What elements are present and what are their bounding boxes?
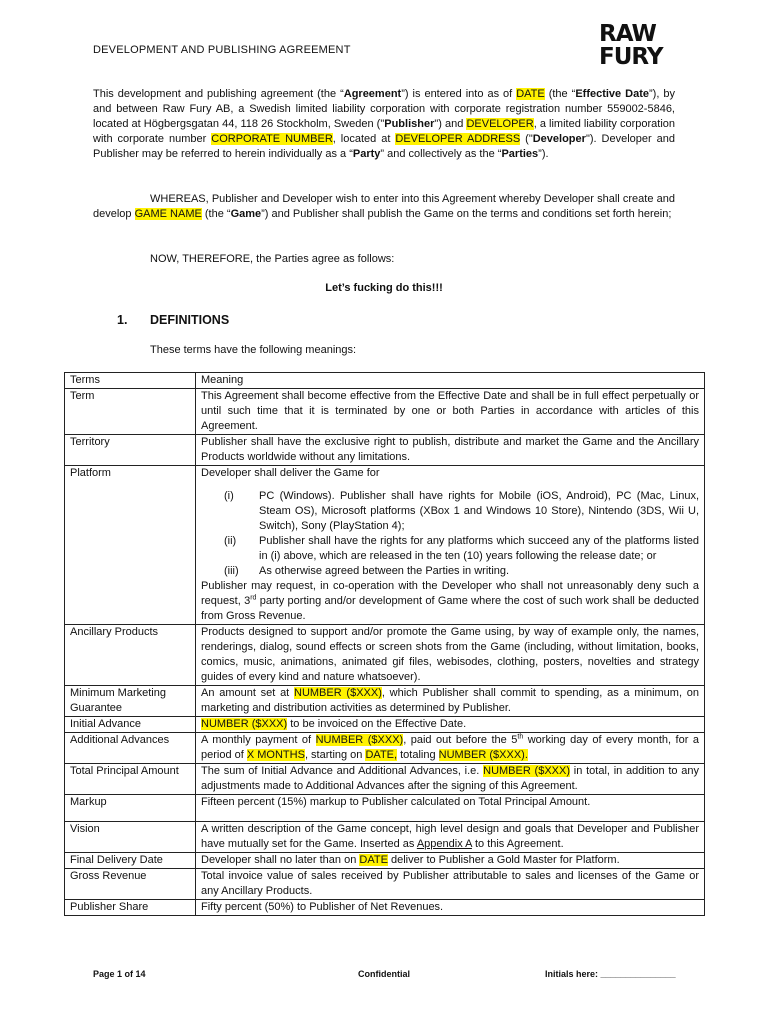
placeholder-field: DATE, bbox=[365, 749, 398, 761]
meaning-cell bbox=[196, 389, 705, 435]
meaning-cell bbox=[196, 869, 705, 900]
placeholder-field: NUMBER ($XXX) bbox=[483, 765, 571, 777]
meaning-cell bbox=[196, 466, 705, 625]
table-row bbox=[65, 764, 705, 795]
placeholder-field: DEVELOPER bbox=[466, 118, 534, 130]
text-run: Publisher shall have the exclusive right to publish, distribute and market the Game and the Ancillary Products worldwide without any limitations. bbox=[201, 436, 699, 463]
text-run: , located at bbox=[332, 133, 396, 145]
defined-term: Party bbox=[352, 148, 381, 160]
document-title: DEVELOPMENT AND PUBLISHING AGREEMENT bbox=[93, 44, 351, 56]
text-run: ” and collectively as the “ bbox=[380, 148, 502, 160]
text-run: (the “ bbox=[201, 208, 231, 220]
placeholder-field: NUMBER ($XXX) bbox=[201, 718, 288, 730]
table-row bbox=[65, 435, 705, 466]
term-cell: Term bbox=[65, 389, 196, 435]
text-run: to this Agreement. bbox=[471, 838, 564, 850]
meaning-cell bbox=[196, 686, 705, 717]
term-cell: Minimum Marketing Guarantee bbox=[65, 686, 196, 717]
defined-term: Publisher bbox=[384, 118, 435, 130]
section-number: 1. bbox=[117, 313, 128, 327]
placeholder-field: DATE bbox=[516, 88, 545, 100]
platform-list bbox=[201, 489, 699, 579]
meaning-cell bbox=[196, 625, 705, 686]
text-run: A monthly payment of bbox=[201, 734, 316, 746]
defined-term: Effective Date bbox=[575, 88, 649, 100]
definitions-body bbox=[65, 389, 705, 916]
text-run: "). Developer and Publisher may be referred to herein individually as a “ bbox=[93, 133, 676, 160]
text-run: This development and publishing agreement (the “ bbox=[93, 88, 344, 100]
text-run: This Agreement shall become effective from the Effective Date and shall be in full effect perpetually or until such time that it is terminated by one or both Parties in accordance with articles of this Agreement. bbox=[201, 390, 699, 432]
placeholder-field: GAME NAME bbox=[134, 208, 202, 220]
text-run: , a limited liability corporation with corporate number bbox=[93, 118, 675, 145]
term-cell: Additional Advances bbox=[65, 733, 196, 764]
term-cell: Publisher Share bbox=[65, 900, 196, 916]
text-run: ”). bbox=[538, 148, 549, 160]
text-run: Appendix A bbox=[416, 838, 472, 850]
text-run: WHEREAS, Publisher and Developer wish to enter into this Agreement whereby Developer shall create and develop bbox=[93, 193, 675, 220]
list-item-text: As otherwise agreed between the Parties in writing. bbox=[259, 565, 510, 577]
table-row bbox=[65, 686, 705, 717]
term-cell: Total Principal Amount bbox=[65, 764, 196, 795]
meaning-cell bbox=[196, 435, 705, 466]
text-run: (the “ bbox=[544, 88, 576, 100]
table-row bbox=[65, 869, 705, 900]
placeholder-field: DEVELOPER ADDRESS bbox=[395, 133, 521, 145]
text-run: , starting on bbox=[304, 749, 366, 761]
section-intro: These terms have the following meanings: bbox=[150, 344, 357, 356]
text-run: An amount set at bbox=[201, 687, 294, 699]
platform-outro bbox=[201, 579, 699, 624]
table-row bbox=[65, 853, 705, 869]
list-item-text: Publisher shall have the rights for any platforms which succeed any of the platforms listed in (i) above, which are released in the ten (10) years following the release date; or bbox=[259, 535, 699, 562]
table-row bbox=[65, 822, 705, 853]
term-cell: Platform bbox=[65, 466, 196, 625]
now-therefore-paragraph: NOW, THEREFORE, the Parties agree as follows: bbox=[150, 253, 395, 265]
table-row bbox=[65, 733, 705, 764]
table-row bbox=[65, 466, 705, 625]
whereas-paragraph bbox=[93, 192, 675, 222]
text-run: Publisher may request, in co-operation with the Developer who shall not unreasonably deny such a request, 3 bbox=[201, 580, 699, 607]
placeholder-field: NUMBER ($XXX) bbox=[294, 687, 382, 699]
list-item bbox=[201, 564, 699, 579]
placeholder-field: NUMBER ($XXX) bbox=[315, 734, 404, 746]
raw-fury-logo-graphic bbox=[598, 20, 674, 66]
logo-line-1: RAW bbox=[599, 21, 656, 47]
section-title: DEFINITIONS bbox=[150, 313, 230, 327]
term-cell: Territory bbox=[65, 435, 196, 466]
meaning-cell bbox=[196, 795, 705, 822]
text-run: Products designed to support and/or promote the Game using, by way of example only, the names, renderings, dialog, sound effects or screen shots from the Game (including, without limitation, books, comics, music, animations, animated gif files, webisodes, clothing, posters, novelties and strategy guides of every kind and nature whatsoever). bbox=[201, 626, 699, 683]
text-run: Developer shall no later than on bbox=[201, 854, 360, 866]
table-row bbox=[65, 795, 705, 822]
table-row bbox=[65, 625, 705, 686]
term-cell: Final Delivery Date bbox=[65, 853, 196, 869]
text-run: The sum of Initial Advance and Additional Advances, i.e. bbox=[201, 765, 484, 777]
meaning-cell bbox=[196, 764, 705, 795]
list-item bbox=[201, 489, 699, 534]
text-run: th bbox=[517, 733, 524, 741]
list-item-number: (i) bbox=[224, 490, 234, 502]
term-cell: Markup bbox=[65, 795, 196, 822]
term-cell: Vision bbox=[65, 822, 196, 853]
exclamation-line: Let’s fucking do this!!! bbox=[325, 282, 443, 294]
defined-term: Parties bbox=[501, 148, 539, 160]
text-run: ”) is entered into as of bbox=[401, 88, 517, 100]
list-item-number: (iii) bbox=[224, 565, 239, 577]
defined-term: Developer bbox=[532, 133, 586, 145]
confidential-label: Confidential bbox=[358, 969, 410, 979]
meaning-cell bbox=[196, 822, 705, 853]
page-number: Page 1 of 14 bbox=[93, 969, 146, 979]
text-run: deliver to Publisher a Gold Master for Platform. bbox=[387, 854, 620, 866]
text-run: Fifty percent (50%) to Publisher of Net Revenues. bbox=[201, 901, 444, 913]
table-row bbox=[65, 900, 705, 916]
text-run: , paid out before the 5 bbox=[403, 734, 518, 746]
header-terms: Terms bbox=[65, 373, 196, 389]
platform-intro: Developer shall deliver the Game for bbox=[201, 467, 380, 479]
text-run: ”), by and between Raw Fury AB, a Swedish limited liability corporation with corporate registration number 559002-5846, located at Högbergsgatan 44, 118 26 Stockholm, Sweden (" bbox=[93, 88, 675, 130]
placeholder-field: X MONTHS bbox=[246, 749, 305, 761]
text-run: ”) and Publisher shall publish the Game on the terms and conditions set forth herein; bbox=[261, 208, 672, 220]
defined-term: Agreement bbox=[343, 88, 402, 100]
term-cell: Initial Advance bbox=[65, 717, 196, 733]
placeholder-field: CORPORATE NUMBER bbox=[211, 133, 333, 145]
list-item-text: PC (Windows). Publisher shall have rights for Mobile (iOS, Android), PC (Mac, Linux, Steam OS), Microsoft platforms (XBox 1 and Windows 10 Store), Nintendo (3DS, Wii U, Switch), Sony (PlayStation 4); bbox=[259, 490, 699, 532]
meaning-cell bbox=[196, 853, 705, 869]
table-header-row bbox=[65, 373, 705, 389]
header-meaning: Meaning bbox=[196, 373, 705, 389]
text-run: working day of every month, for a period of bbox=[201, 734, 699, 761]
preamble-paragraph bbox=[93, 87, 675, 162]
text-run: to be invoiced on the Effective Date. bbox=[287, 718, 467, 730]
list-item bbox=[201, 534, 699, 564]
raw-fury-logo bbox=[598, 20, 674, 66]
table-row bbox=[65, 717, 705, 733]
meaning-cell bbox=[196, 900, 705, 916]
text-run: totaling bbox=[397, 749, 439, 761]
placeholder-field: DATE bbox=[359, 854, 388, 866]
table-row bbox=[65, 389, 705, 435]
text-run: (" bbox=[520, 133, 533, 145]
list-item-number: (ii) bbox=[224, 535, 237, 547]
initials-field: Initials here: _______________ bbox=[545, 969, 676, 979]
logo-line-2: FURY bbox=[599, 44, 663, 66]
term-cell: Ancillary Products bbox=[65, 625, 196, 686]
definitions-table bbox=[64, 372, 705, 916]
meaning-cell bbox=[196, 717, 705, 733]
text-run: Total invoice value of sales received by Publisher attributable to sales and licenses of the Game or any Ancillary Products. bbox=[201, 870, 699, 897]
superscript: rd bbox=[250, 594, 257, 602]
text-run: A written description of the Game concept, high level design and goals that Developer and Publisher have mutually set for the Game. Inserted as bbox=[201, 823, 699, 850]
defined-term: Game bbox=[230, 208, 262, 220]
text-run: Fifteen percent (15%) markup to Publisher calculated on Total Principal Amount. bbox=[201, 796, 591, 808]
text-run: party porting and/or development of Game where the cost of such work shall be deducted from Gross Revenue. bbox=[201, 595, 699, 622]
placeholder-field: NUMBER ($XXX). bbox=[438, 749, 528, 761]
text-run: , which Publisher shall commit to spending, as a minimum, on marketing and distribution activities as determined by Publisher. bbox=[201, 687, 699, 714]
meaning-cell bbox=[196, 733, 705, 764]
term-cell: Gross Revenue bbox=[65, 869, 196, 900]
text-run: in total, in addition to any adjustments made to Additional Advances after the signing of this Agreement. bbox=[201, 765, 699, 792]
text-run: ") and bbox=[434, 118, 467, 130]
